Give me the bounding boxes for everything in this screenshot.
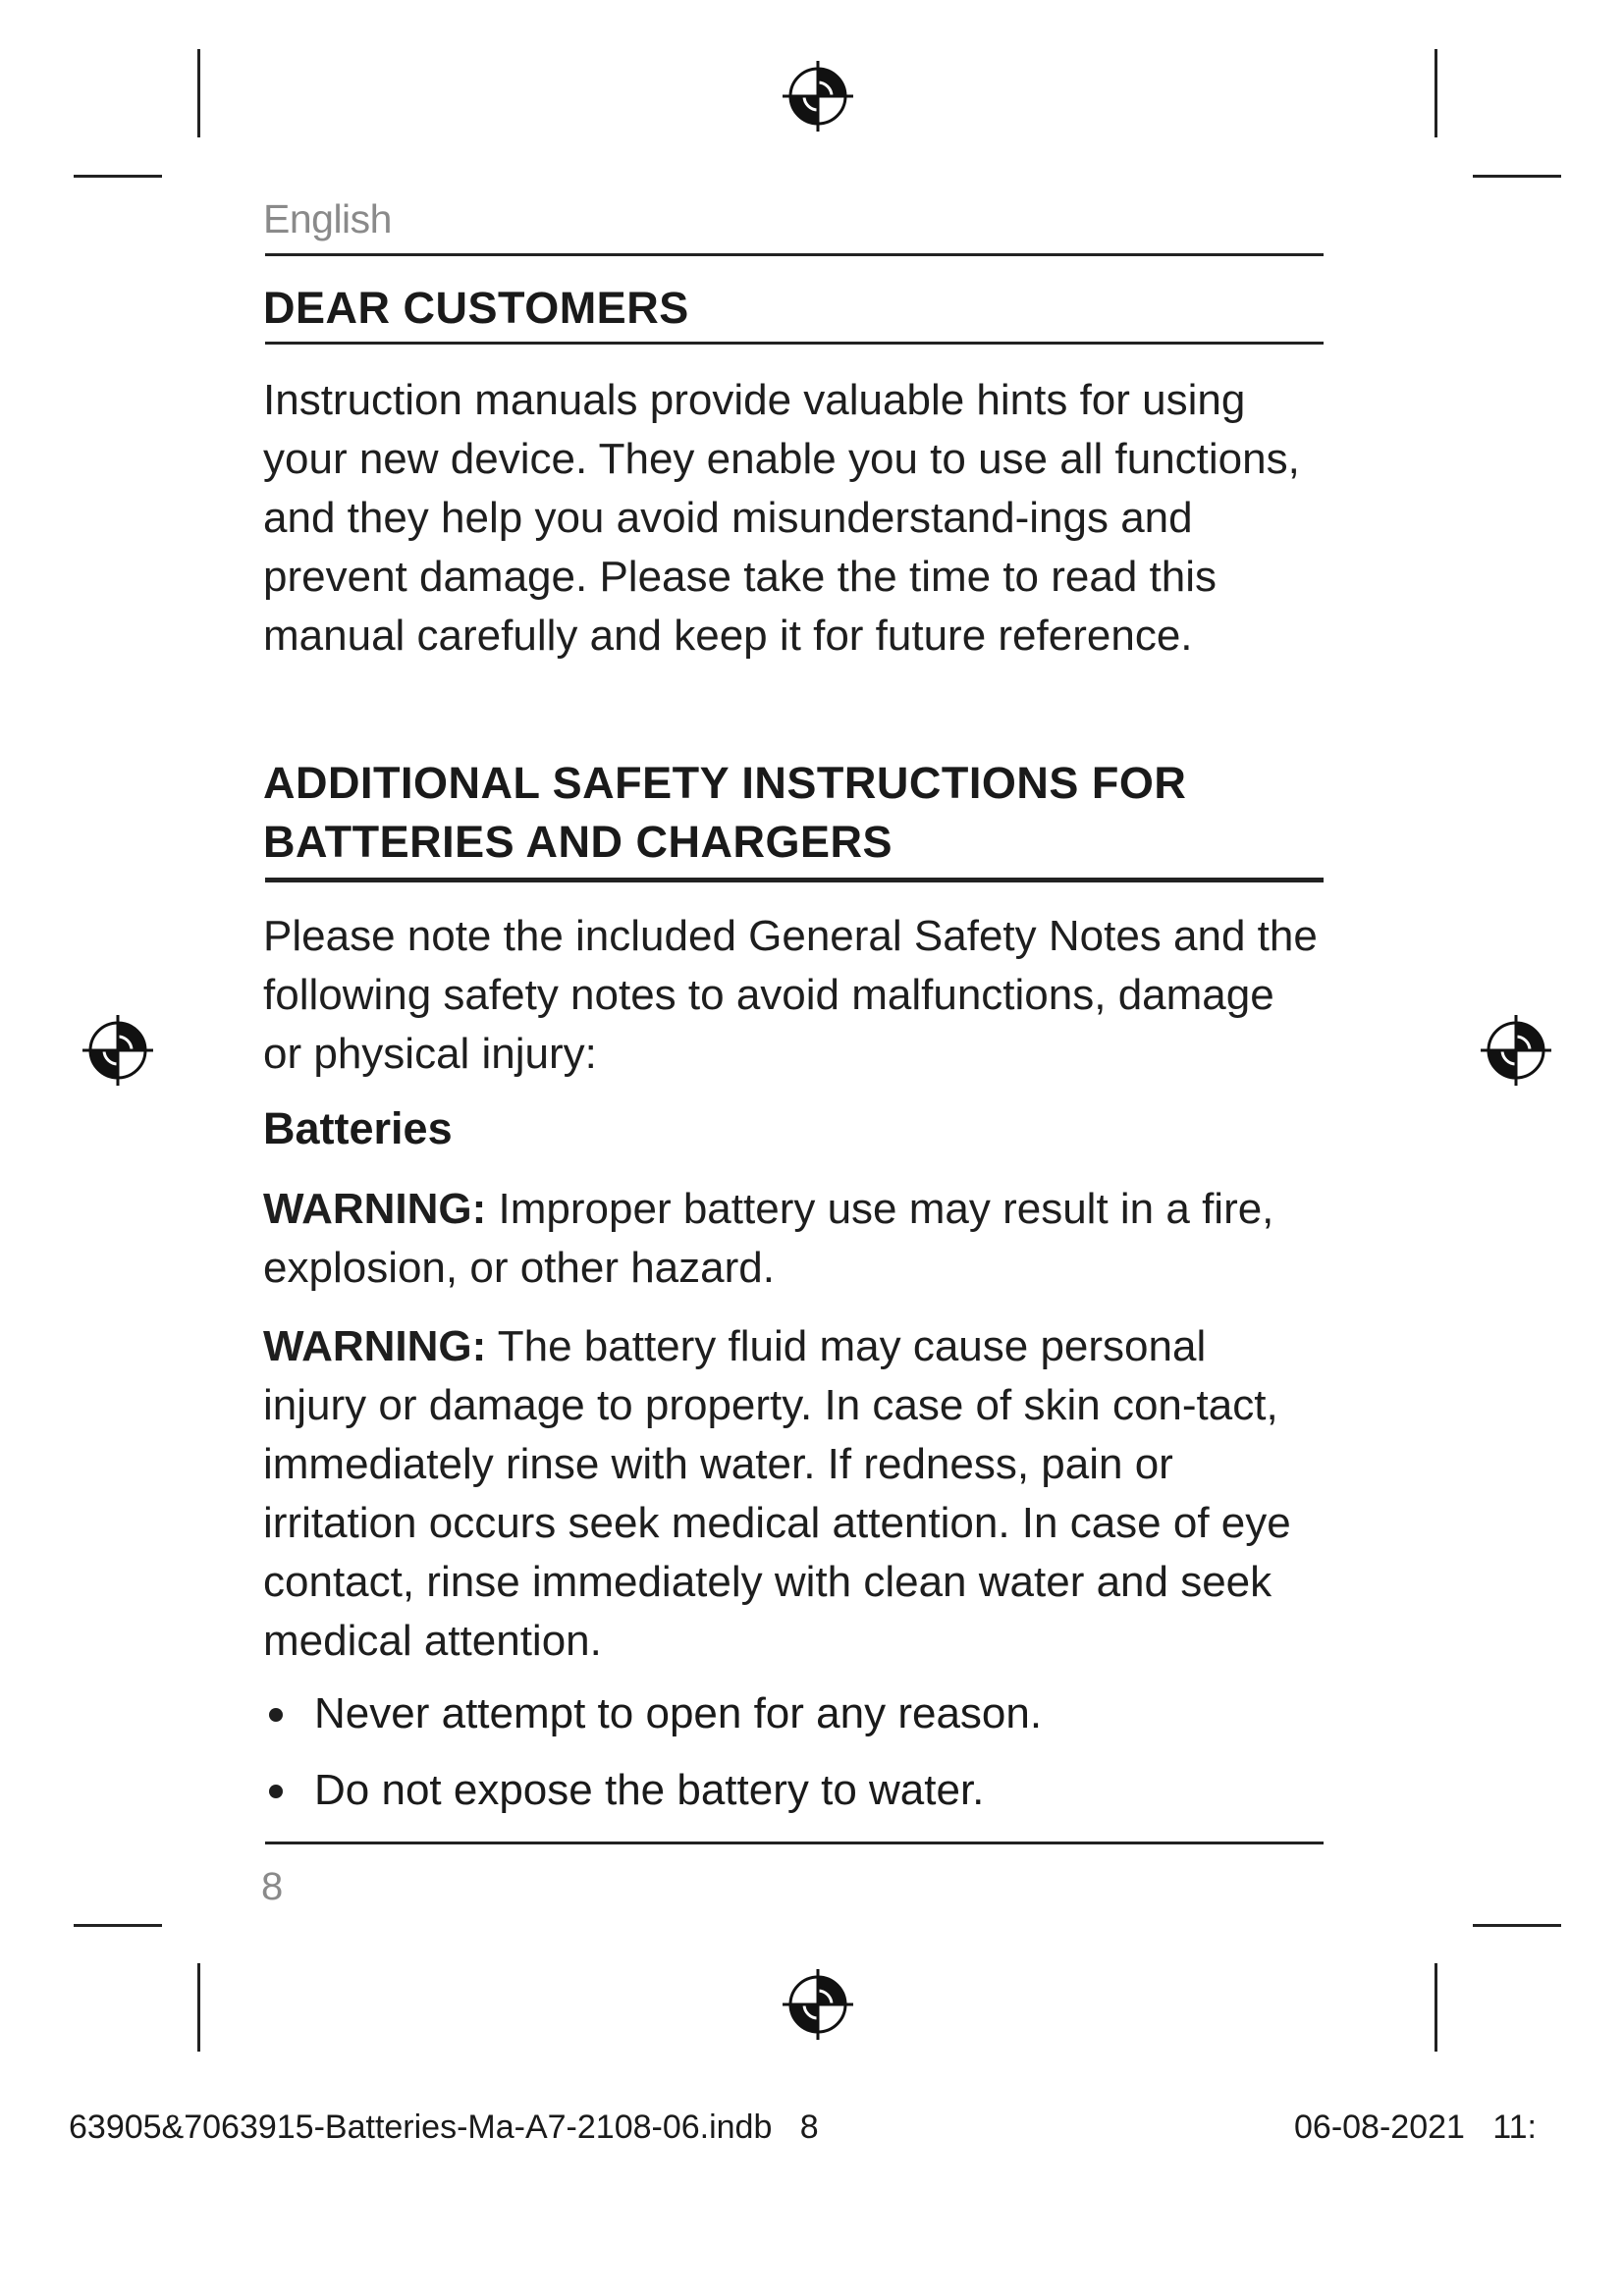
print-slug-filename: 63905&7063915-Batteries-Ma-A7-2108-06.indb 8	[69, 2109, 819, 2146]
crop-mark-bottom-right-vertical	[1435, 1963, 1437, 2052]
section-heading-safety-line-1: ADDITIONAL SAFETY INSTRUCTIONS FOR	[263, 758, 1187, 808]
crop-mark-bottom-right-horizontal	[1473, 1924, 1561, 1927]
bullet-text: Do not expose the battery to water.	[314, 1766, 985, 1814]
intro-paragraph: Instruction manuals provide valuable hints for using your new device. They enable you to use all functions, and they help you avoid misunderstand-ings and prevent damage. Please take the time to read this manual carefully and keep it for future reference.	[263, 376, 1300, 660]
crop-mark-top-left-horizontal	[74, 175, 162, 178]
list-item	[263, 1684, 1042, 1743]
page-number: 8	[261, 1865, 284, 1908]
header-divider	[265, 253, 1324, 256]
list-item	[263, 1761, 1042, 1820]
crop-mark-top-right-vertical	[1435, 49, 1437, 137]
warning-paragraph	[263, 1317, 1304, 1671]
crop-mark-top-left-vertical	[197, 49, 200, 137]
registration-mark-icon	[779, 1965, 857, 2044]
footer-divider	[265, 1842, 1324, 1844]
bullet-icon	[269, 1708, 283, 1722]
bullet-text: Never attempt to open for any reason.	[314, 1689, 1043, 1737]
section-divider	[265, 342, 1324, 345]
registration-mark-icon	[779, 57, 857, 135]
section-heading-safety-line-2: BATTERIES AND CHARGERS	[263, 817, 893, 867]
registration-mark-icon	[1477, 1011, 1555, 1090]
section-heading-dear-customers: DEAR CUSTOMERS	[263, 283, 689, 333]
crop-mark-bottom-left-horizontal	[74, 1924, 162, 1927]
bullet-icon	[269, 1785, 283, 1798]
crop-mark-top-right-horizontal	[1473, 175, 1561, 178]
crop-mark-bottom-left-vertical	[197, 1963, 200, 2052]
language-label: English	[263, 196, 392, 241]
warning-text: Improper battery use may result in a fire, explosion, or other hazard.	[263, 1185, 1274, 1292]
warning-text: The battery fluid may cause personal injury or damage to property. In case of skin con-tact, immediately rinse with water. If redness, pain or irritation occurs seek medical attention. In case of eye contact, rinse immediately with clean water and seek medical attention.	[263, 1322, 1291, 1665]
warning-label: WARNING:	[263, 1185, 487, 1233]
section-divider	[265, 878, 1324, 882]
safety-intro-paragraph: Please note the included General Safety Notes and the following safety notes to avoid malfunctions, damage or physical injury:	[263, 912, 1318, 1078]
registration-mark-icon	[79, 1011, 157, 1090]
warning-paragraph	[263, 1180, 1304, 1298]
warning-label: WARNING:	[263, 1322, 487, 1370]
batteries-subheading: Batteries	[263, 1103, 453, 1153]
print-slug-date: 06-08-2021 11:	[1294, 2109, 1537, 2146]
safety-bullet-list	[263, 1684, 1042, 1820]
